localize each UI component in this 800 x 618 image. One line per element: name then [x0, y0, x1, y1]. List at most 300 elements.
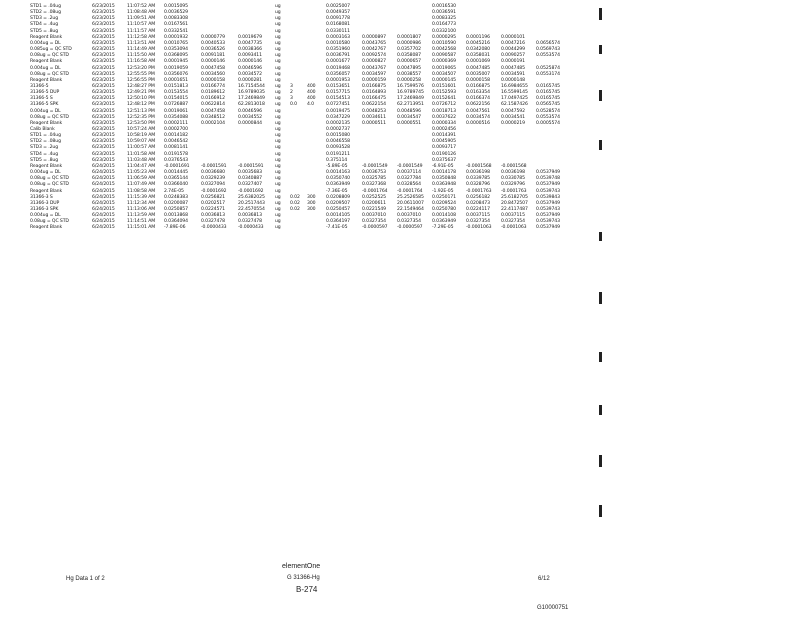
table-cell: 0.0002456: [432, 127, 456, 132]
table-cell: 0.0044299: [501, 47, 525, 53]
table-cell: ug: [275, 194, 281, 200]
table-cell: 0.0553574: [536, 114, 560, 120]
table-cell: 6/23/2015: [92, 151, 115, 157]
table-cell: 0.0166875: [362, 83, 386, 89]
table-cell: 22.4570554: [238, 206, 265, 212]
table-cell: 0.0726887: [164, 102, 188, 108]
table-cell: 0.0035683: [238, 170, 262, 176]
table-cell: 0.0000657: [397, 59, 421, 65]
table-cell: ug: [275, 170, 281, 176]
table-cell: 31366-5 SPK: [30, 102, 59, 108]
table-cell: 0.0364197: [326, 219, 350, 225]
table-cell: 11:05:23 AM: [127, 170, 156, 176]
table-cell: 0.0622154: [362, 102, 386, 108]
table-cell: 0.0189612: [201, 90, 225, 96]
table-cell: 31366-3 S: [30, 194, 53, 200]
table-cell: 0.0002700: [164, 127, 188, 132]
table-cell: 11:15:50 AM: [127, 53, 156, 59]
table-cell: 0.0034541: [501, 114, 525, 120]
table-cell: 0.0167561: [164, 22, 188, 28]
table-cell: 0.0327407: [238, 182, 262, 188]
table-cell: 0.0034572: [238, 71, 262, 77]
table-cell: 0.0047895: [397, 65, 421, 71]
table-cell: 0.0350848: [432, 176, 456, 182]
table-cell: 0.0353094: [164, 47, 188, 53]
table-cell: 0.0539748: [536, 176, 560, 182]
table-cell: 0.0047458: [201, 108, 225, 114]
table-cell: 0.085ug = QC STD: [30, 47, 72, 53]
table-cell: ug: [275, 65, 281, 71]
table-cell: Calib Blank: [30, 127, 55, 132]
table-cell: 0.0332100: [432, 28, 456, 34]
table-cell: Reagent Blank: [30, 163, 63, 169]
table-cell: 0.0356057: [326, 71, 350, 77]
table-cell: -7.41E-05: [326, 225, 348, 231]
table-cell: 0.0045216: [466, 40, 490, 46]
table-cell: 0.0034591: [501, 71, 525, 77]
table-cell: 0.0200087: [164, 200, 188, 206]
table-cell: ug: [275, 206, 281, 212]
table-cell: 0.0000148: [501, 77, 525, 83]
table-cell: 0.0351960: [326, 47, 350, 53]
table-cell: 6/23/2015: [92, 10, 115, 16]
table-cell: 0.08ug = QC STD: [30, 53, 69, 59]
table-cell: 4.0: [307, 102, 315, 108]
table-cell: 11:12:34 AM: [127, 200, 156, 206]
table-cell: 0.0191578: [164, 151, 188, 157]
table-cell: 0.08ug = QC STD: [30, 219, 69, 225]
table-cell: STD1 = .04ug: [30, 4, 61, 9]
table-cell: 0.0046558: [326, 139, 350, 145]
table-cell: 0.0037114: [397, 170, 421, 176]
table-cell: ug: [275, 83, 281, 89]
table-cell: 0.0000295: [432, 34, 456, 40]
table-cell: 0.0528574: [536, 108, 560, 114]
table-cell: 16.7599576: [397, 83, 424, 89]
table-cell: 0.0354088: [164, 114, 188, 120]
edge-mark: [599, 455, 602, 467]
table-cell: 0.0037115: [466, 213, 490, 219]
table-cell: 0.0048596: [397, 108, 421, 114]
table-cell: 11:00:57 AM: [127, 145, 156, 151]
table-cell: 0.0209507: [326, 200, 350, 206]
table-cell: 0.0327354: [362, 219, 386, 225]
table-cell: 0.0539743: [536, 188, 560, 194]
table-cell: 6/24/2015: [92, 194, 115, 200]
table-cell: 0.0015080: [326, 133, 350, 139]
table-cell: 11:09:51 AM: [127, 16, 156, 22]
table-cell: 0.0014178: [432, 170, 456, 176]
table-cell: -0.0001691: [164, 163, 190, 169]
table-cell: 6/23/2015: [92, 145, 115, 151]
table-cell: 0.0: [290, 102, 298, 108]
table-cell: 22.1549464: [397, 206, 424, 212]
table-cell: 0.02: [290, 206, 300, 212]
table-cell: 0.0202517: [201, 200, 225, 206]
table-cell: 0.0000516: [466, 120, 490, 126]
table-cell: 11:16:58 AM: [127, 59, 156, 65]
table-cell: 17.2469849: [238, 96, 265, 102]
table-cell: -0.0001692: [201, 188, 227, 194]
table-cell: ug: [275, 28, 281, 34]
table-cell: 0.0091778: [326, 16, 350, 22]
table-cell: 0.0165745: [536, 83, 560, 89]
table-cell: 0.0042568: [432, 47, 456, 53]
table-cell: 0.0037622: [432, 114, 456, 120]
table-cell: 0.0001677: [326, 59, 350, 65]
table-cell: 0.0332541: [164, 28, 188, 34]
table-cell: 0.0250780: [432, 206, 456, 212]
table-cell: ug: [275, 71, 281, 77]
table-cell: -0.0001591: [238, 163, 264, 169]
table-cell: 6/24/2015: [92, 188, 115, 194]
table-cell: 12:52:35 PM: [127, 114, 155, 120]
table-cell: 0.0151601: [432, 83, 456, 89]
table-cell: 0.0014182: [164, 133, 188, 139]
table-cell: 20.2517443: [238, 200, 265, 206]
table-cell: 17.2469849: [397, 96, 424, 102]
table-cell: 0.0366040: [164, 182, 188, 188]
table-cell: 0.0043765: [362, 40, 386, 46]
table-cell: 3: [290, 96, 293, 102]
table-cell: 0.0005574: [536, 120, 560, 126]
table-cell: ug: [275, 34, 281, 40]
table-cell: 0.0092574: [362, 53, 386, 59]
table-cell: 6/23/2015: [92, 47, 115, 53]
table-cell: 0.0034597: [362, 71, 386, 77]
table-cell: 25.6382025: [238, 194, 265, 200]
table-cell: 12:53:20 PM: [127, 65, 155, 71]
table-cell: 0.0000511: [362, 120, 386, 126]
table-cell: ug: [275, 90, 281, 96]
table-cell: 12:50:10 PM: [127, 96, 155, 102]
table-cell: 0.0165745: [536, 96, 560, 102]
table-cell: 0.0553574: [536, 53, 560, 59]
sample-id-label: G 31366-Hg: [287, 575, 320, 581]
table-cell: 0.0208809: [326, 194, 350, 200]
table-cell: 20.8472507: [501, 200, 528, 206]
table-cell: ug: [275, 22, 281, 28]
table-cell: 0.0000334: [432, 120, 456, 126]
table-cell: 0.0163354: [466, 90, 490, 96]
table-cell: ug: [275, 145, 281, 151]
table-cell: 0.0000281: [238, 77, 262, 83]
table-cell: 0.0164773: [432, 22, 456, 28]
table-cell: 62.1587426: [501, 102, 528, 108]
table-cell: -7.89E-06: [164, 225, 186, 231]
table-cell: ug: [275, 176, 281, 182]
table-cell: 6/23/2015: [92, 102, 115, 108]
edge-mark: [599, 292, 602, 304]
table-cell: ug: [275, 59, 281, 65]
table-cell: -0.0000597: [362, 225, 388, 231]
table-cell: 62.2713951: [397, 102, 424, 108]
table-cell: 0.0000158: [201, 77, 225, 83]
table-cell: 0.0043767: [362, 65, 386, 71]
table-cell: 6/24/2015: [92, 225, 115, 231]
table-cell: 0.0047485: [501, 65, 525, 71]
table-cell: 6/23/2015: [92, 127, 115, 132]
table-cell: 31366-3 DUP: [30, 200, 60, 206]
table-cell: 0.0256821: [201, 194, 225, 200]
table-cell: 0.0036529: [164, 10, 188, 16]
table-cell: 0.0019468: [326, 65, 350, 71]
table-cell: 11:10:57 AM: [127, 22, 156, 28]
table-cell: 0.0014105: [326, 213, 350, 219]
table-cell: 6/24/2015: [92, 170, 115, 176]
table-cell: 0.0327354: [397, 219, 421, 225]
table-cell: 10:59:07 AM: [127, 139, 156, 145]
table-cell: 0.0151813: [164, 83, 188, 89]
table-cell: 12:49:21 PM: [127, 90, 155, 96]
table-cell: 6/23/2015: [92, 96, 115, 102]
table-cell: 6/24/2015: [92, 176, 115, 182]
table-cell: 11:12:58 AM: [127, 34, 156, 40]
table-cell: 0.0002104: [201, 120, 225, 126]
table-cell: 0.0000986: [397, 40, 421, 46]
table-cell: 0.0048253: [362, 108, 386, 114]
table-cell: 6/23/2015: [92, 40, 115, 46]
table-cell: 0.0250457: [326, 206, 350, 212]
table-cell: 0.0166912: [201, 96, 225, 102]
table-cell: 0.0083308: [164, 16, 188, 22]
table-cell: 16.9789745: [397, 90, 424, 96]
table-cell: 0.0539843: [536, 194, 560, 200]
table-cell: 0.0049357: [326, 10, 350, 16]
table-cell: 0.0035007: [466, 71, 490, 77]
table-cell: 12:48:27 PM: [127, 83, 155, 89]
table-cell: 31366-5: [30, 83, 49, 89]
table-cell: 0.0250171: [432, 194, 456, 200]
table-cell: 20.0611007: [397, 200, 424, 206]
table-cell: 31366-5 S: [30, 96, 53, 102]
table-cell: -0.0001063: [466, 225, 492, 231]
table-cell: 11:15:39 AM: [127, 194, 156, 200]
table-cell: -5.89E-05: [326, 163, 348, 169]
table-cell: 0.0025007: [326, 4, 350, 9]
table-cell: 6/23/2015: [92, 120, 115, 126]
table-cell: 6/24/2015: [92, 206, 115, 212]
table-cell: 0.0166475: [362, 96, 386, 102]
table-cell: 0.0018713: [432, 108, 456, 114]
table-cell: ug: [275, 53, 281, 59]
table-cell: 6/24/2015: [92, 200, 115, 206]
table-cell: 0.0010580: [326, 40, 350, 46]
edge-mark: [599, 45, 602, 54]
table-cell: 0.0537949: [536, 200, 560, 206]
table-cell: 6/24/2015: [92, 213, 115, 219]
table-cell: 0.0569743: [536, 47, 560, 53]
table-cell: 0.0539743: [536, 206, 560, 212]
table-cell: 0.0224571: [201, 206, 225, 212]
table-cell: 0.0036591: [432, 10, 456, 16]
table-cell: 0.0046596: [238, 65, 262, 71]
table-cell: 0.0329239: [201, 176, 225, 182]
table-cell: 400: [307, 96, 316, 102]
table-cell: 6/24/2015: [92, 219, 115, 225]
table-cell: 0.0365144: [164, 176, 188, 182]
table-cell: 0.0000101: [501, 34, 525, 40]
table-cell: 6/23/2015: [92, 133, 115, 139]
table-cell: 0.0327368: [362, 182, 386, 188]
table-cell: 0.0015095: [164, 4, 188, 9]
table-cell: 0.0001807: [397, 34, 421, 40]
table-cell: 17.0497425: [501, 96, 528, 102]
table-cell: ug: [275, 120, 281, 126]
table-cell: -0.0001692: [238, 188, 264, 194]
table-cell: 0.0040533: [201, 40, 225, 46]
table-cell: 0.0034611: [362, 114, 386, 120]
table-cell: 0.0525874: [536, 65, 560, 71]
table-cell: 0.0010765: [164, 40, 188, 46]
table-cell: 12:55:55 PM: [127, 71, 155, 77]
table-cell: 0.0191211: [326, 151, 350, 157]
table-cell: 6/23/2015: [92, 22, 115, 28]
table-cell: 0.0553174: [536, 71, 560, 77]
table-cell: 11:13:06 AM: [127, 206, 156, 212]
table-cell: STD5 = .8ug: [30, 28, 59, 34]
table-cell: 0.0208473: [466, 200, 490, 206]
table-cell: 6/23/2015: [92, 59, 115, 65]
table-cell: 11:13:51 AM: [127, 40, 156, 46]
table-cell: 0.0356076: [164, 71, 188, 77]
table-cell: 0.0000897: [362, 34, 386, 40]
table-cell: 0.02: [290, 200, 300, 206]
table-cell: ug: [275, 47, 281, 53]
table-cell: 0.0036813: [201, 213, 225, 219]
table-cell: 0.0036680: [201, 170, 225, 176]
table-cell: 0.0340887: [238, 176, 262, 182]
table-cell: 11:04:47 AM: [127, 163, 156, 169]
table-cell: 0.0363948: [432, 182, 456, 188]
table-cell: STD4 = .4ug: [30, 22, 59, 28]
table-cell: 0.0329796: [501, 182, 525, 188]
table-cell: -0.0000433: [201, 225, 227, 231]
table-cell: 0.0656574: [536, 40, 560, 46]
table-cell: 0.0036813: [238, 213, 262, 219]
table-cell: 0.0047592: [501, 108, 525, 114]
table-cell: 0.0019059: [164, 65, 188, 71]
table-cell: ug: [275, 77, 281, 83]
table-cell: 0.0042767: [362, 47, 386, 53]
table-cell: 0.0153554: [164, 90, 188, 96]
table-cell: 6/23/2015: [92, 71, 115, 77]
table-cell: STD3 = .2ug: [30, 145, 59, 151]
table-cell: 11:07:49 AM: [127, 182, 156, 188]
table-cell: 0.0000219: [501, 120, 525, 126]
table-cell: STD1 = .04ug: [30, 133, 61, 139]
table-cell: -0.0001764: [397, 188, 423, 194]
table-cell: 0.0036526: [201, 47, 225, 53]
table-cell: ug: [275, 151, 281, 157]
table-cell: 0.0000258: [397, 77, 421, 83]
table-cell: 0.0357702: [397, 47, 421, 53]
table-cell: 0.0046596: [238, 108, 262, 114]
table-cell: 25.2526585: [397, 194, 424, 200]
table-cell: STD2 = .08ug: [30, 139, 61, 145]
table-cell: 0.0038557: [397, 71, 421, 77]
table-cell: ug: [275, 108, 281, 114]
table-cell: 0.0565745: [536, 102, 560, 108]
table-cell: 0.0001196: [466, 34, 490, 40]
edge-mark: [599, 232, 602, 241]
table-cell: 6/23/2015: [92, 4, 115, 9]
table-cell: 10:57:24 AM: [127, 127, 156, 132]
table-cell: 0.375114: [326, 157, 348, 163]
table-cell: 0.0000158: [466, 77, 490, 83]
table-cell: 0.08ug = QC STD: [30, 71, 69, 77]
table-cell: Reagent Blank: [30, 77, 63, 83]
table-cell: 6/23/2015: [92, 108, 115, 114]
table-cell: 0.0327354: [501, 219, 525, 225]
table-cell: 11:13:59 AM: [127, 213, 156, 219]
table-cell: 0.0224117: [466, 206, 490, 212]
table-cell: 0.0166875: [466, 83, 490, 89]
table-cell: 0.0339785: [466, 176, 490, 182]
table-cell: 0.0034574: [466, 114, 490, 120]
table-cell: Reagent Blank: [30, 34, 63, 40]
table-cell: 6/23/2015: [92, 77, 115, 83]
date-label: 6/12: [538, 576, 550, 582]
table-cell: 25.6182705: [501, 194, 528, 200]
table-cell: 0.0256182: [466, 194, 490, 200]
table-cell: 6/23/2015: [92, 139, 115, 145]
table-cell: 0.0047485: [466, 65, 490, 71]
table-cell: 0.0342080: [466, 47, 490, 53]
table-cell: 400: [307, 90, 316, 96]
table-cell: 11:11:57 AM: [127, 28, 156, 34]
table-cell: 0.0368095: [164, 53, 188, 59]
table-cell: Reagent Blank: [30, 120, 63, 126]
table-cell: 0.0036198: [501, 170, 525, 176]
table-cell: 0.0045905: [432, 139, 456, 145]
table-cell: 0.0250857: [164, 206, 188, 212]
table-cell: 0.004ug = DL: [30, 170, 61, 176]
table-cell: 2: [290, 90, 293, 96]
table-cell: 0.0537949: [536, 213, 560, 219]
edge-mark: [599, 505, 602, 517]
table-cell: STD3 = .2ug: [30, 16, 59, 22]
table-cell: 0.0001932: [164, 34, 188, 40]
table-cell: 300: [307, 206, 316, 212]
table-cell: 0.0014108: [432, 213, 456, 219]
table-cell: 0.0166374: [466, 96, 490, 102]
table-cell: 0.0539743: [536, 219, 560, 225]
table-cell: -0.0000597: [397, 225, 423, 231]
edge-mark: [599, 8, 602, 20]
table-cell: 0.0000827: [362, 59, 386, 65]
table-cell: 11:14:51 AM: [127, 219, 156, 225]
table-cell: 16.6984655: [501, 83, 528, 89]
table-cell: 0.0093717: [432, 145, 456, 151]
table-cell: STD4 = .4ug: [30, 151, 59, 157]
table-cell: 0.0090587: [432, 53, 456, 59]
page-number: B-274: [296, 585, 318, 594]
table-cell: Reagent Blank: [30, 225, 63, 231]
table-cell: 0.0221549: [362, 206, 386, 212]
table-cell: 0.0726712: [432, 102, 456, 108]
table-cell: 0.0034552: [238, 114, 262, 120]
table-cell: 0.0154015: [164, 96, 188, 102]
table-cell: 0.0348512: [201, 114, 225, 120]
table-cell: 0.0014391: [432, 133, 456, 139]
table-cell: -0.0001568: [501, 163, 527, 169]
table-cell: 0.0364094: [164, 219, 188, 225]
table-cell: 0.0037010: [397, 213, 421, 219]
table-cell: 0.0036753: [362, 170, 386, 176]
table-cell: 0.0375637: [432, 157, 456, 163]
table-cell: 0.0019061: [164, 108, 188, 114]
